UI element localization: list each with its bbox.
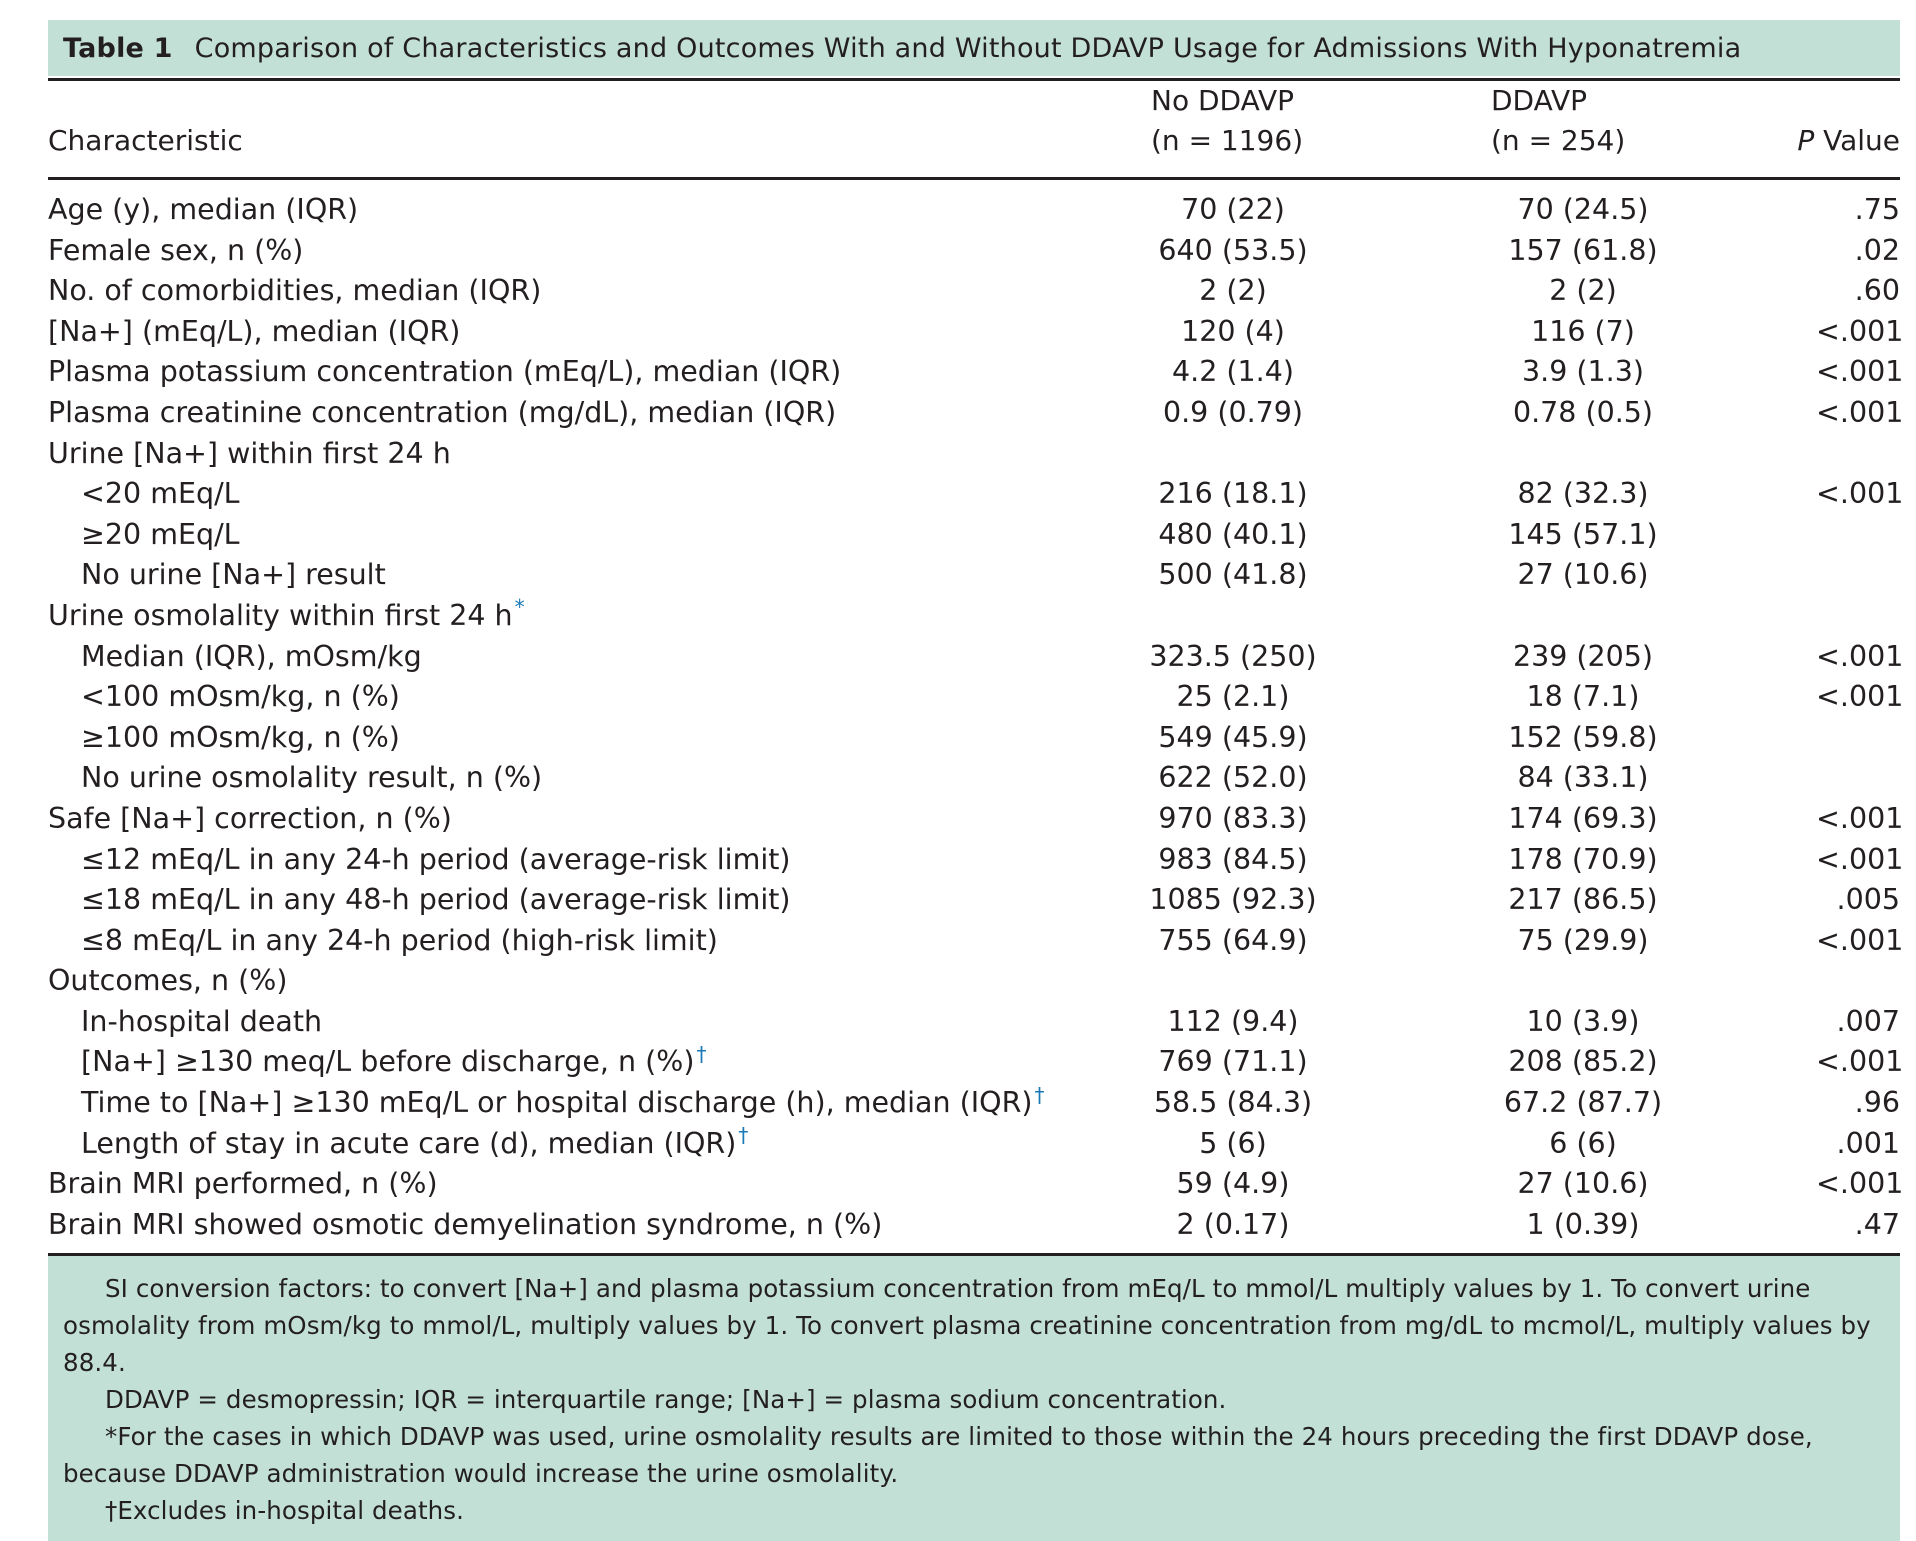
cell-p-value — [1788, 515, 1900, 556]
cell-p-value — [1788, 758, 1900, 799]
footnote-asterisk: *For the cases in which DDAVP was used, urine osmolality results are limited to those within the 24 hours preceding the first DDAVP dose, because DDAVP administration would increase the urine osmolality. — [63, 1422, 1813, 1489]
footnote-marker: † — [738, 1123, 749, 1148]
row-label-text: Female sex, n (%) — [48, 233, 304, 267]
table-row — [48, 799, 1904, 840]
cell-p-value-text: <.001 — [1816, 355, 1904, 389]
cell-no-ddavp: 323.5 (250) — [1149, 639, 1317, 673]
table-row — [48, 840, 1904, 881]
cell-p-value — [1788, 393, 1904, 434]
cell-no-ddavp: 755 (64.9) — [1158, 923, 1308, 957]
table-row — [48, 596, 1900, 637]
cell-p-value-text: .75 — [1854, 193, 1900, 226]
cell-ddavp: 18 (7.1) — [1526, 680, 1640, 714]
cell-p-value-text: <.001 — [1816, 923, 1904, 957]
cell-ddavp: 67.2 (87.7) — [1503, 1086, 1663, 1120]
cell-no-ddavp: 59 (4.9) — [1176, 1167, 1290, 1201]
cell-ddavp: 82 (32.3) — [1517, 477, 1649, 511]
cell-p-value-text: .02 — [1854, 233, 1900, 267]
row-label — [81, 1042, 706, 1083]
row-label — [81, 1124, 748, 1165]
cell-ddavp: 27 (10.6) — [1517, 1167, 1649, 1201]
table-row — [48, 1002, 1900, 1043]
cell-ddavp: 6 (6) — [1549, 1126, 1617, 1160]
cell-no-ddavp: 622 (52.0) — [1158, 761, 1308, 795]
cell-no-ddavp: 2 (0.17) — [1176, 1207, 1290, 1241]
row-label-text: Plasma creatinine concentration (mg/dL), median (IQR) — [48, 395, 837, 429]
cell-ddavp: 157 (61.8) — [1508, 233, 1658, 267]
cell-p-value — [1788, 190, 1900, 231]
header-ddavp: DDAVP — [1491, 84, 1588, 117]
cell-p-value-text: .47 — [1854, 1207, 1900, 1241]
data-table — [48, 20, 1904, 1541]
row-label-text: <20 mEq/L — [81, 477, 240, 511]
cell-p-value-text: <.001 — [1816, 842, 1904, 876]
cell-p-value — [1788, 799, 1904, 840]
row-label-text: Brain MRI performed, n (%) — [48, 1167, 438, 1201]
cell-p-value — [1788, 1042, 1904, 1083]
row-label — [81, 1002, 322, 1043]
row-label — [48, 312, 460, 353]
cell-p-value-text: .007 — [1836, 1004, 1900, 1038]
cell-p-value-text: <.001 — [1816, 1045, 1904, 1079]
row-label-text: Urine [Na+] within first 24 h — [48, 436, 451, 470]
cell-p-value — [1788, 271, 1900, 312]
cell-ddavp: 208 (85.2) — [1508, 1045, 1658, 1079]
row-label-text: In-hospital death — [81, 1004, 323, 1038]
row-label — [81, 880, 791, 921]
cell-no-ddavp: 500 (41.8) — [1158, 558, 1308, 592]
row-label-text: ≤18 mEq/L in any 48-h period (average-risk limit) — [81, 883, 791, 917]
row-label — [81, 921, 718, 962]
cell-no-ddavp: 1085 (92.3) — [1149, 883, 1317, 917]
row-label — [48, 190, 358, 231]
row-label — [48, 352, 841, 393]
row-label — [81, 677, 400, 718]
cell-p-value-text: <.001 — [1816, 801, 1904, 835]
row-label — [81, 637, 422, 678]
cell-p-value — [1788, 1083, 1900, 1124]
row-label — [81, 718, 400, 759]
table-row — [48, 231, 1900, 272]
cell-p-value — [1788, 231, 1900, 272]
row-label-text: [Na+] ≥130 meq/L before discharge, n (%) — [81, 1045, 695, 1079]
row-label-text: Length of stay in acute care (d), median (IQR) — [81, 1126, 737, 1160]
cell-ddavp: 3.9 (1.3) — [1522, 355, 1644, 389]
cell-no-ddavp: 25 (2.1) — [1176, 680, 1290, 714]
column-header-row — [48, 81, 1900, 177]
cell-p-value — [1788, 1205, 1900, 1246]
cell-p-value-text: <.001 — [1816, 314, 1904, 348]
row-label — [81, 1083, 1045, 1124]
cell-ddavp: 70 (24.5) — [1517, 193, 1649, 226]
cell-no-ddavp: 480 (40.1) — [1158, 517, 1308, 551]
table-row — [48, 677, 1904, 718]
footnote-dagger: †Excludes in-hospital deaths. — [105, 1496, 465, 1526]
footnote-si-conversion: SI conversion factors: to convert [Na+] and plasma potassium concentration from mEq/L to mmol/L multiply values by 1. To convert urine osmolality from mOsm/kg to mmol/L, multiply values by 1. To convert plasma creatinine concentration from mg/dL to mcmol/L, multiply values by 88.4. — [63, 1274, 1871, 1378]
table-row — [48, 880, 1900, 921]
footnote-marker: † — [696, 1041, 707, 1066]
table-row — [48, 1083, 1900, 1124]
table-row — [48, 1124, 1900, 1165]
cell-ddavp: 116 (7) — [1531, 314, 1635, 348]
cell-p-value — [1788, 677, 1904, 718]
row-label-text: No urine osmolality result, n (%) — [81, 761, 543, 795]
cell-no-ddavp: 983 (84.5) — [1158, 842, 1308, 876]
row-label — [48, 434, 451, 475]
cell-p-value-text: <.001 — [1816, 477, 1904, 511]
row-label-text: No. of comorbidities, median (IQR) — [48, 274, 542, 308]
cell-p-value-text: .001 — [1836, 1126, 1900, 1160]
cell-ddavp: 84 (33.1) — [1517, 761, 1649, 795]
cell-p-value-text: .005 — [1836, 883, 1900, 917]
table-row — [48, 271, 1900, 312]
cell-ddavp: 2 (2) — [1549, 274, 1617, 308]
row-label-text: ≥100 mOsm/kg, n (%) — [81, 720, 400, 754]
row-label — [81, 555, 386, 596]
cell-no-ddavp: 58.5 (84.3) — [1153, 1086, 1313, 1120]
cell-no-ddavp: 70 (22) — [1181, 193, 1285, 226]
header-p-rest: Value — [1814, 124, 1900, 157]
cell-ddavp: 1 (0.39) — [1526, 1207, 1640, 1241]
header-no-ddavp-n: (n = 1196) — [1151, 124, 1304, 157]
table-row — [48, 434, 1900, 475]
table-row — [48, 961, 1900, 1002]
table-row — [48, 1164, 1904, 1205]
table-row — [48, 921, 1904, 962]
cell-p-value — [1788, 840, 1904, 881]
cell-p-value — [1788, 718, 1900, 759]
table-row — [48, 515, 1900, 556]
cell-ddavp: 145 (57.1) — [1508, 517, 1658, 551]
cell-p-value — [1788, 555, 1900, 596]
table-body — [48, 180, 1904, 1253]
cell-p-value-text: <.001 — [1816, 639, 1904, 673]
cell-p-value — [1788, 961, 1900, 1002]
cell-p-value — [1788, 434, 1900, 475]
row-label — [81, 474, 240, 515]
table-row — [48, 718, 1900, 759]
table-row — [48, 1205, 1900, 1246]
cell-p-value — [1788, 637, 1904, 678]
row-label — [48, 231, 303, 272]
cell-ddavp: 10 (3.9) — [1526, 1004, 1640, 1038]
cell-p-value-text: .96 — [1854, 1086, 1900, 1120]
cell-no-ddavp: 5 (6) — [1199, 1126, 1267, 1160]
table-row — [48, 637, 1904, 678]
header-ddavp-n: (n = 254) — [1491, 124, 1626, 157]
table-row — [48, 474, 1904, 515]
header-p-italic: P — [1797, 124, 1815, 157]
table-row — [48, 555, 1900, 596]
row-label-text: Safe [Na+] correction, n (%) — [48, 801, 452, 835]
cell-ddavp: 27 (10.6) — [1517, 558, 1649, 592]
cell-p-value-text: .60 — [1854, 274, 1900, 308]
row-label — [81, 840, 791, 881]
cell-p-value-text: <.001 — [1816, 1167, 1904, 1201]
cell-no-ddavp: 4.2 (1.4) — [1172, 355, 1294, 389]
cell-p-value-text: <.001 — [1816, 680, 1904, 714]
cell-no-ddavp: 216 (18.1) — [1158, 477, 1308, 511]
footnote-abbreviations: DDAVP = desmopressin; IQR = interquartile range; [Na+] = plasma sodium concentration. — [105, 1385, 1227, 1415]
row-label-text: <100 mOsm/kg, n (%) — [81, 680, 400, 714]
cell-p-value — [1788, 312, 1904, 353]
row-label — [48, 596, 525, 637]
cell-p-value — [1788, 352, 1904, 393]
cell-p-value-text: <.001 — [1816, 395, 1904, 429]
cell-p-value — [1788, 1002, 1900, 1043]
cell-no-ddavp: 640 (53.5) — [1158, 233, 1308, 267]
row-label-text: No urine [Na+] result — [81, 558, 386, 592]
cell-ddavp: 0.78 (0.5) — [1512, 395, 1654, 429]
header-no-ddavp: No DDAVP — [1151, 84, 1295, 117]
row-label-text: Outcomes, n (%) — [48, 964, 288, 998]
cell-no-ddavp: 769 (71.1) — [1158, 1045, 1308, 1079]
cell-ddavp: 217 (86.5) — [1508, 883, 1658, 917]
table-row — [48, 352, 1904, 393]
cell-no-ddavp: 0.9 (0.79) — [1162, 395, 1304, 429]
table-row — [48, 312, 1904, 353]
cell-p-value — [1788, 1164, 1904, 1205]
table-title: Comparison of Characteristics and Outcomes With and Without DDAVP Usage for Admissions With Hyponatremia — [194, 32, 1742, 64]
cell-p-value — [1788, 880, 1900, 921]
row-label — [48, 393, 836, 434]
header-characteristic: Characteristic — [48, 124, 243, 157]
row-label-text: Time to [Na+] ≥130 mEq/L or hospital discharge (h), median (IQR) — [81, 1086, 1033, 1120]
cell-ddavp: 174 (69.3) — [1508, 801, 1658, 835]
row-label-text: Urine osmolality within first 24 h — [48, 598, 513, 632]
row-label — [48, 1164, 438, 1205]
table-row — [48, 758, 1900, 799]
row-label — [81, 515, 240, 556]
cell-ddavp: 178 (70.9) — [1508, 842, 1658, 876]
cell-p-value — [1788, 921, 1904, 962]
row-label — [48, 271, 541, 312]
cell-p-value — [1788, 474, 1904, 515]
row-label-text: Median (IQR), mOsm/kg — [81, 639, 422, 673]
row-label-text: ≥20 mEq/L — [81, 517, 240, 551]
row-label-text: ≤8 mEq/L in any 24-h period (high-risk limit) — [81, 923, 718, 957]
cell-p-value — [1788, 1124, 1900, 1165]
row-label-text: Brain MRI showed osmotic demyelination syndrome, n (%) — [48, 1207, 883, 1241]
table-label: Table 1 — [63, 32, 173, 64]
row-label — [48, 961, 287, 1002]
cell-ddavp: 239 (205) — [1512, 639, 1654, 673]
row-label — [81, 758, 542, 799]
cell-no-ddavp: 2 (2) — [1199, 274, 1267, 308]
row-label — [48, 1205, 882, 1246]
table-row — [48, 393, 1904, 434]
row-label-text: [Na+] (mEq/L), median (IQR) — [48, 314, 461, 348]
cell-ddavp: 152 (59.8) — [1508, 720, 1658, 754]
cell-no-ddavp: 549 (45.9) — [1158, 720, 1308, 754]
cell-no-ddavp: 120 (4) — [1181, 314, 1285, 348]
table-row — [48, 1041, 1904, 1083]
row-label-text: ≤12 mEq/L in any 24-h period (average-risk limit) — [81, 842, 791, 876]
row-label-text: Age (y), median (IQR) — [48, 193, 359, 226]
table-footnotes — [48, 1256, 1900, 1541]
cell-ddavp: 75 (29.9) — [1517, 923, 1649, 957]
footnote-marker: † — [1034, 1082, 1045, 1107]
footnote-marker: * — [514, 595, 525, 620]
cell-no-ddavp: 970 (83.3) — [1158, 801, 1308, 835]
row-label-text: Plasma potassium concentration (mEq/L), median (IQR) — [48, 355, 842, 389]
cell-p-value — [1788, 596, 1900, 637]
table-row — [48, 190, 1900, 231]
row-label — [48, 799, 452, 840]
cell-no-ddavp: 112 (9.4) — [1167, 1004, 1299, 1038]
header-p-value — [1797, 121, 1900, 161]
table-title-bar — [48, 20, 1900, 76]
